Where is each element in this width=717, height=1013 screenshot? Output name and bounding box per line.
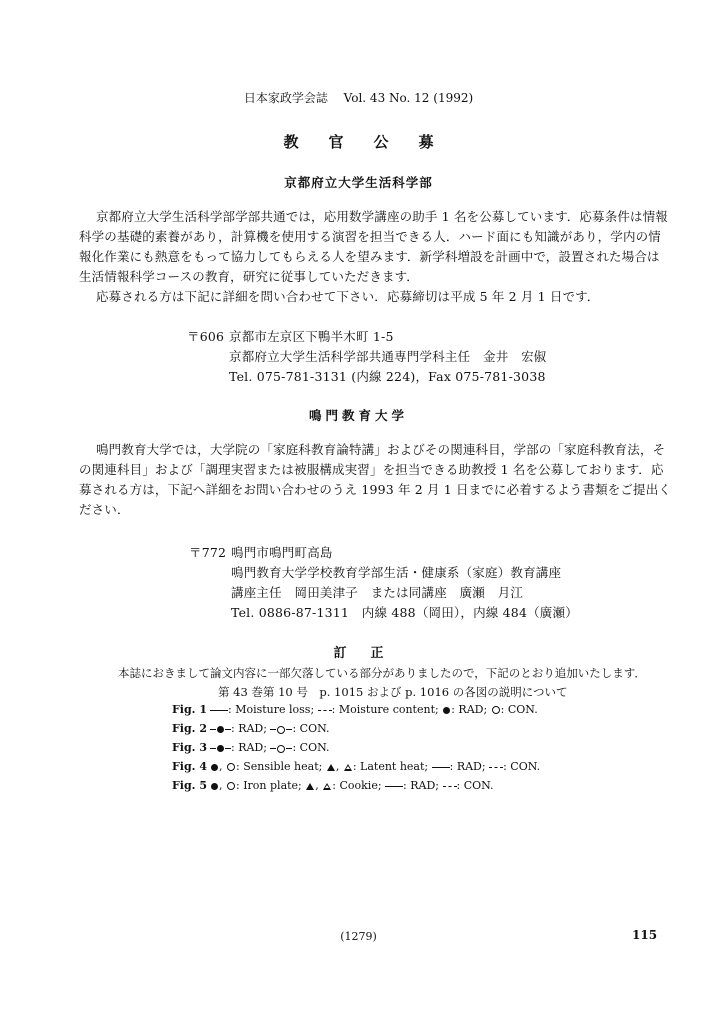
open-circle-icon [227, 763, 235, 771]
line-open-circle-icon [270, 723, 292, 736]
page-number: 115 [632, 928, 658, 942]
figure-label: Fig. 2 [172, 722, 207, 735]
figure-label: Fig. 1 [172, 703, 207, 716]
filled-triangle-icon [327, 764, 335, 771]
institution-heading-kyoto: 京都府立大学生活科学部 [284, 175, 433, 190]
open-triangle-icon [323, 783, 331, 790]
journal-name: 日本家政学会誌 [243, 91, 328, 105]
line-filled-circle-icon [210, 723, 231, 736]
page-title: 教官公募 [283, 133, 464, 151]
paragraph-line: 生活情報科学コースの教育，研究に従事していただきます． [79, 269, 419, 284]
paragraph-line: 報化作業にも熱意をもって協力してもらえる人を望みます．新学科増設を計画中で，設置された場合は [79, 249, 660, 264]
contact-line: Tel. 075-781-3131 (内線 224)，Fax 075-781-3038 [229, 369, 546, 384]
address-line: 鳴門市鳴門町高島 [231, 545, 333, 560]
solid-line-icon [432, 767, 450, 768]
line-filled-circle-icon [210, 742, 231, 755]
paragraph-line: の関連科目」および「調理実習または被服構成実習」を担当できる助教授 1 名を公募しております．応 [79, 462, 664, 477]
filled-circle-icon [211, 783, 218, 790]
postal-code: 〒772 [189, 545, 227, 560]
dashed-line-icon [489, 767, 503, 768]
figure-label: Fig. 5 [172, 779, 207, 792]
figure-label: Fig. 3 [172, 741, 207, 754]
paragraph-line: 京都府立大学生活科学部学部共通では，応用数学講座の助手 1 名を公募しています．応募条件は情報 [96, 209, 668, 224]
address-line: 京都市左京区下鴨半木町 1-5 [229, 329, 394, 344]
figure-caption: , : Sensible heat; , : Latent heat; : RAD; : CON. [210, 760, 540, 773]
figure-caption: : Moisture loss; : Moisture content; : RAD; : CON. [210, 703, 538, 716]
paragraph-line: 応募される方は下記に詳細を問い合わせて下さい．応募締切は平成 5 年 2 月 1 日です． [96, 289, 600, 304]
institution-heading-naruto: 鳴門教育大学 [308, 408, 408, 423]
filled-circle-icon [443, 707, 450, 714]
figure-caption: : RAD; : CON. [210, 741, 330, 755]
open-circle-icon [227, 782, 235, 790]
journal-number: No. 12 (1992) [389, 91, 474, 105]
address-line: 講座主任 岡田美津子 または同講座 廣瀬 月江 [231, 585, 524, 600]
postal-code: 〒606 [187, 329, 225, 344]
journal-header [0, 89, 717, 106]
open-triangle-icon [344, 764, 352, 771]
figure-caption: : RAD; : CON. [210, 722, 330, 736]
address-line: 鳴門教育大学学校教育学部生活・健康系（家庭）教育講座 [231, 565, 562, 580]
dashed-line-icon [318, 710, 332, 711]
journal-volume: Vol. 43 [343, 91, 386, 105]
open-circle-icon [492, 706, 500, 714]
paragraph-line: 科学の基礎的素養があり，計算機を使用する演習を担当できる人．ハード面にも知識があり，学内の情 [79, 229, 661, 244]
figure-caption: , : Iron plate; , : Cookie; : RAD; : CON. [210, 779, 494, 792]
dashed-line-icon [443, 786, 457, 787]
erratum-sub: 第 43 巻第 10 号 p. 1015 および p. 1016 の各図の説明について [218, 685, 568, 699]
solid-line-icon [210, 710, 228, 711]
address-line: 京都府立大学生活科学部共通専門学科主任 金井 宏俶 [229, 349, 547, 364]
paragraph-line: 募される方は，下記へ詳細をお問い合わせのうえ 1993 年 2 月 1 日までに必着するよう書類をご提出く [79, 482, 672, 497]
filled-triangle-icon [306, 783, 314, 790]
erratum-intro: 本誌におきまして論文内容に一部欠落している部分がありましたので，下記のとおり追加いたします． [118, 666, 646, 680]
filled-circle-icon [211, 764, 218, 771]
paragraph-line: 鳴門教育大学では，大学院の「家庭科教育論特講」およびその関連科目，学部の「家庭科教育法，そ [96, 442, 666, 457]
paragraph-line: ださい． [79, 502, 130, 517]
erratum-heading: 訂正 [333, 646, 408, 661]
figure-label: Fig. 4 [172, 760, 207, 773]
footer-page-ref: (1279) [340, 930, 377, 943]
line-open-circle-icon [270, 742, 292, 755]
solid-line-icon [385, 786, 403, 787]
contact-line: Tel. 0886-87-1311 内線 488（岡田），内線 484（廣瀬） [231, 605, 578, 620]
